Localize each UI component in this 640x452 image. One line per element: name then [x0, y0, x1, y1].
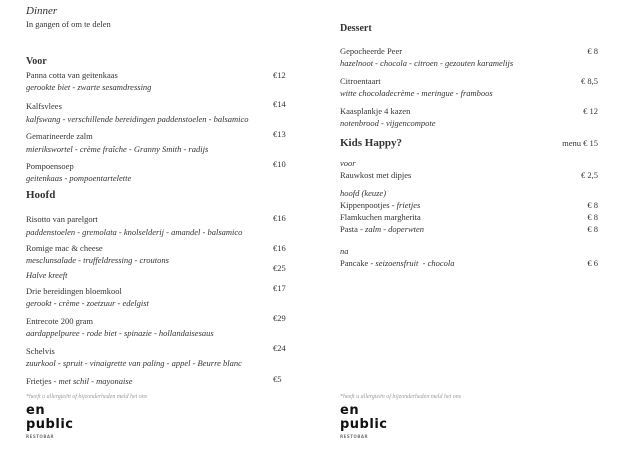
- kids-item: [340, 257, 455, 269]
- en-public-logo: [26, 404, 73, 440]
- item-name: Kalfsvlees: [26, 101, 62, 111]
- item-desc: gerookte biet - zwarte sesamdressing: [26, 82, 152, 92]
- allergy-footnote: *heeft u allergieën of bijzonderheden meld het ons: [26, 394, 148, 400]
- logo-line1: en: [26, 403, 46, 418]
- item-name: Entrecote 200 gram: [26, 316, 94, 326]
- item-name: Gemarineerde zalm: [26, 131, 93, 141]
- section-kids: Kids Happy?: [340, 137, 403, 149]
- item-desc: aardappelpuree - rode biet - spinazie - hollandaisesaus: [26, 328, 214, 338]
- item-name: Citroentaart: [340, 76, 381, 86]
- en-public-logo: [340, 404, 387, 440]
- item-price: € 6: [587, 258, 598, 268]
- item-name: Kippenpootjes -: [340, 200, 397, 210]
- item-name: Pancake -: [340, 258, 376, 268]
- logo-tag: RESTOBAR: [340, 434, 369, 439]
- kids-hoofd-label: hoofd (keuze): [340, 188, 387, 198]
- item-price: €13: [273, 129, 286, 139]
- item-name: Romige mac & cheese: [26, 243, 103, 253]
- item-price: € 8: [587, 224, 598, 234]
- item-price: €16: [273, 213, 286, 223]
- item-price: €16: [273, 243, 286, 253]
- item-frietjes: [26, 375, 132, 387]
- item-name: Frietjes -: [26, 376, 59, 386]
- item-desc: notenbrood - vijgencompote: [340, 118, 436, 128]
- item-desc: frietjes: [396, 200, 421, 210]
- section-hoofd: Hoofd: [26, 189, 56, 201]
- item-name: Kaasplankje 4 kazen: [340, 106, 411, 116]
- item-desc: mesclunsalade - truffeldressing - croutons: [26, 255, 169, 265]
- item-price: €5: [273, 374, 282, 384]
- item-price: €24: [273, 343, 286, 353]
- logo-tag: RESTOBAR: [26, 434, 55, 439]
- item-desc: kalfswang - verschillende bereidingen paddenstoelen - balsamico: [26, 114, 249, 124]
- item-price: € 8: [587, 46, 598, 56]
- item-price: € 8: [587, 200, 598, 210]
- item-name: Pompoensoep: [26, 161, 74, 171]
- item-desc: witte chocoladecrème - meringue - framboos: [340, 88, 493, 98]
- logo-line1: en: [340, 403, 360, 418]
- item-name: Risotto van parelgort: [26, 214, 98, 224]
- item-desc: zuurkool - spruit - vinaigrette van paling - appel - Beurre blanc: [26, 358, 242, 368]
- item-name: Gepocheerde Peer: [340, 46, 403, 56]
- item-price: € 12: [583, 106, 598, 116]
- menu-subtitle: In gangen of om te delen: [26, 19, 111, 29]
- item-price: €29: [273, 313, 286, 323]
- item-desc: geitenkaas - pompoentartelette: [26, 173, 132, 183]
- item-name: Schelvis: [26, 346, 55, 356]
- item-price: €12: [273, 70, 286, 80]
- allergy-footnote: *heeft u allergieën of bijzonderheden meld het ons: [340, 394, 462, 400]
- item-name: Rauwkost met dipjes: [340, 170, 412, 180]
- item-desc: met schil - mayonaise: [58, 376, 133, 386]
- menu-title: Dinner: [26, 5, 58, 17]
- item-name: Pasta -: [340, 224, 366, 234]
- item-desc: hazelnoot - chocola - citroen - gezouten karamelijs: [340, 58, 514, 68]
- item-desc: seizoensfruit - chocola: [375, 258, 455, 268]
- kids-voor-label: voor: [340, 158, 356, 168]
- item-price: €17: [273, 283, 286, 293]
- item-price: €10: [273, 159, 286, 169]
- item-desc: paddenstoelen - gremolata - knolselderij - amandel - balsamico: [26, 227, 243, 237]
- item-desc: gerookt - crème - zoetzuur - edelgist: [26, 298, 149, 308]
- logo-line2: public: [26, 417, 74, 432]
- item-name: Halve kreeft: [26, 270, 68, 280]
- item-name: Flamkuchen margherita: [340, 212, 421, 222]
- section-dessert: Dessert: [340, 23, 372, 34]
- kids-menu-price: menu € 15: [562, 138, 598, 148]
- item-price: € 2,5: [581, 170, 598, 180]
- item-price: € 8,5: [581, 76, 598, 86]
- item-desc: zalm - doperwten: [365, 224, 425, 234]
- section-voor: Voor: [26, 56, 47, 67]
- kids-item: [340, 223, 424, 235]
- item-price: €25: [273, 263, 286, 273]
- kids-na-label: na: [340, 246, 349, 256]
- logo-line2: public: [340, 417, 388, 432]
- item-desc: mierikswortel - crème fraîche - Granny Smith - radijs: [26, 144, 209, 154]
- kids-item: [340, 199, 420, 211]
- item-price: € 8: [587, 212, 598, 222]
- item-price: €14: [273, 99, 286, 109]
- item-name: Drie bereidingen bloemkool: [26, 286, 122, 296]
- item-name: Panna cotta van geitenkaas: [26, 70, 118, 80]
